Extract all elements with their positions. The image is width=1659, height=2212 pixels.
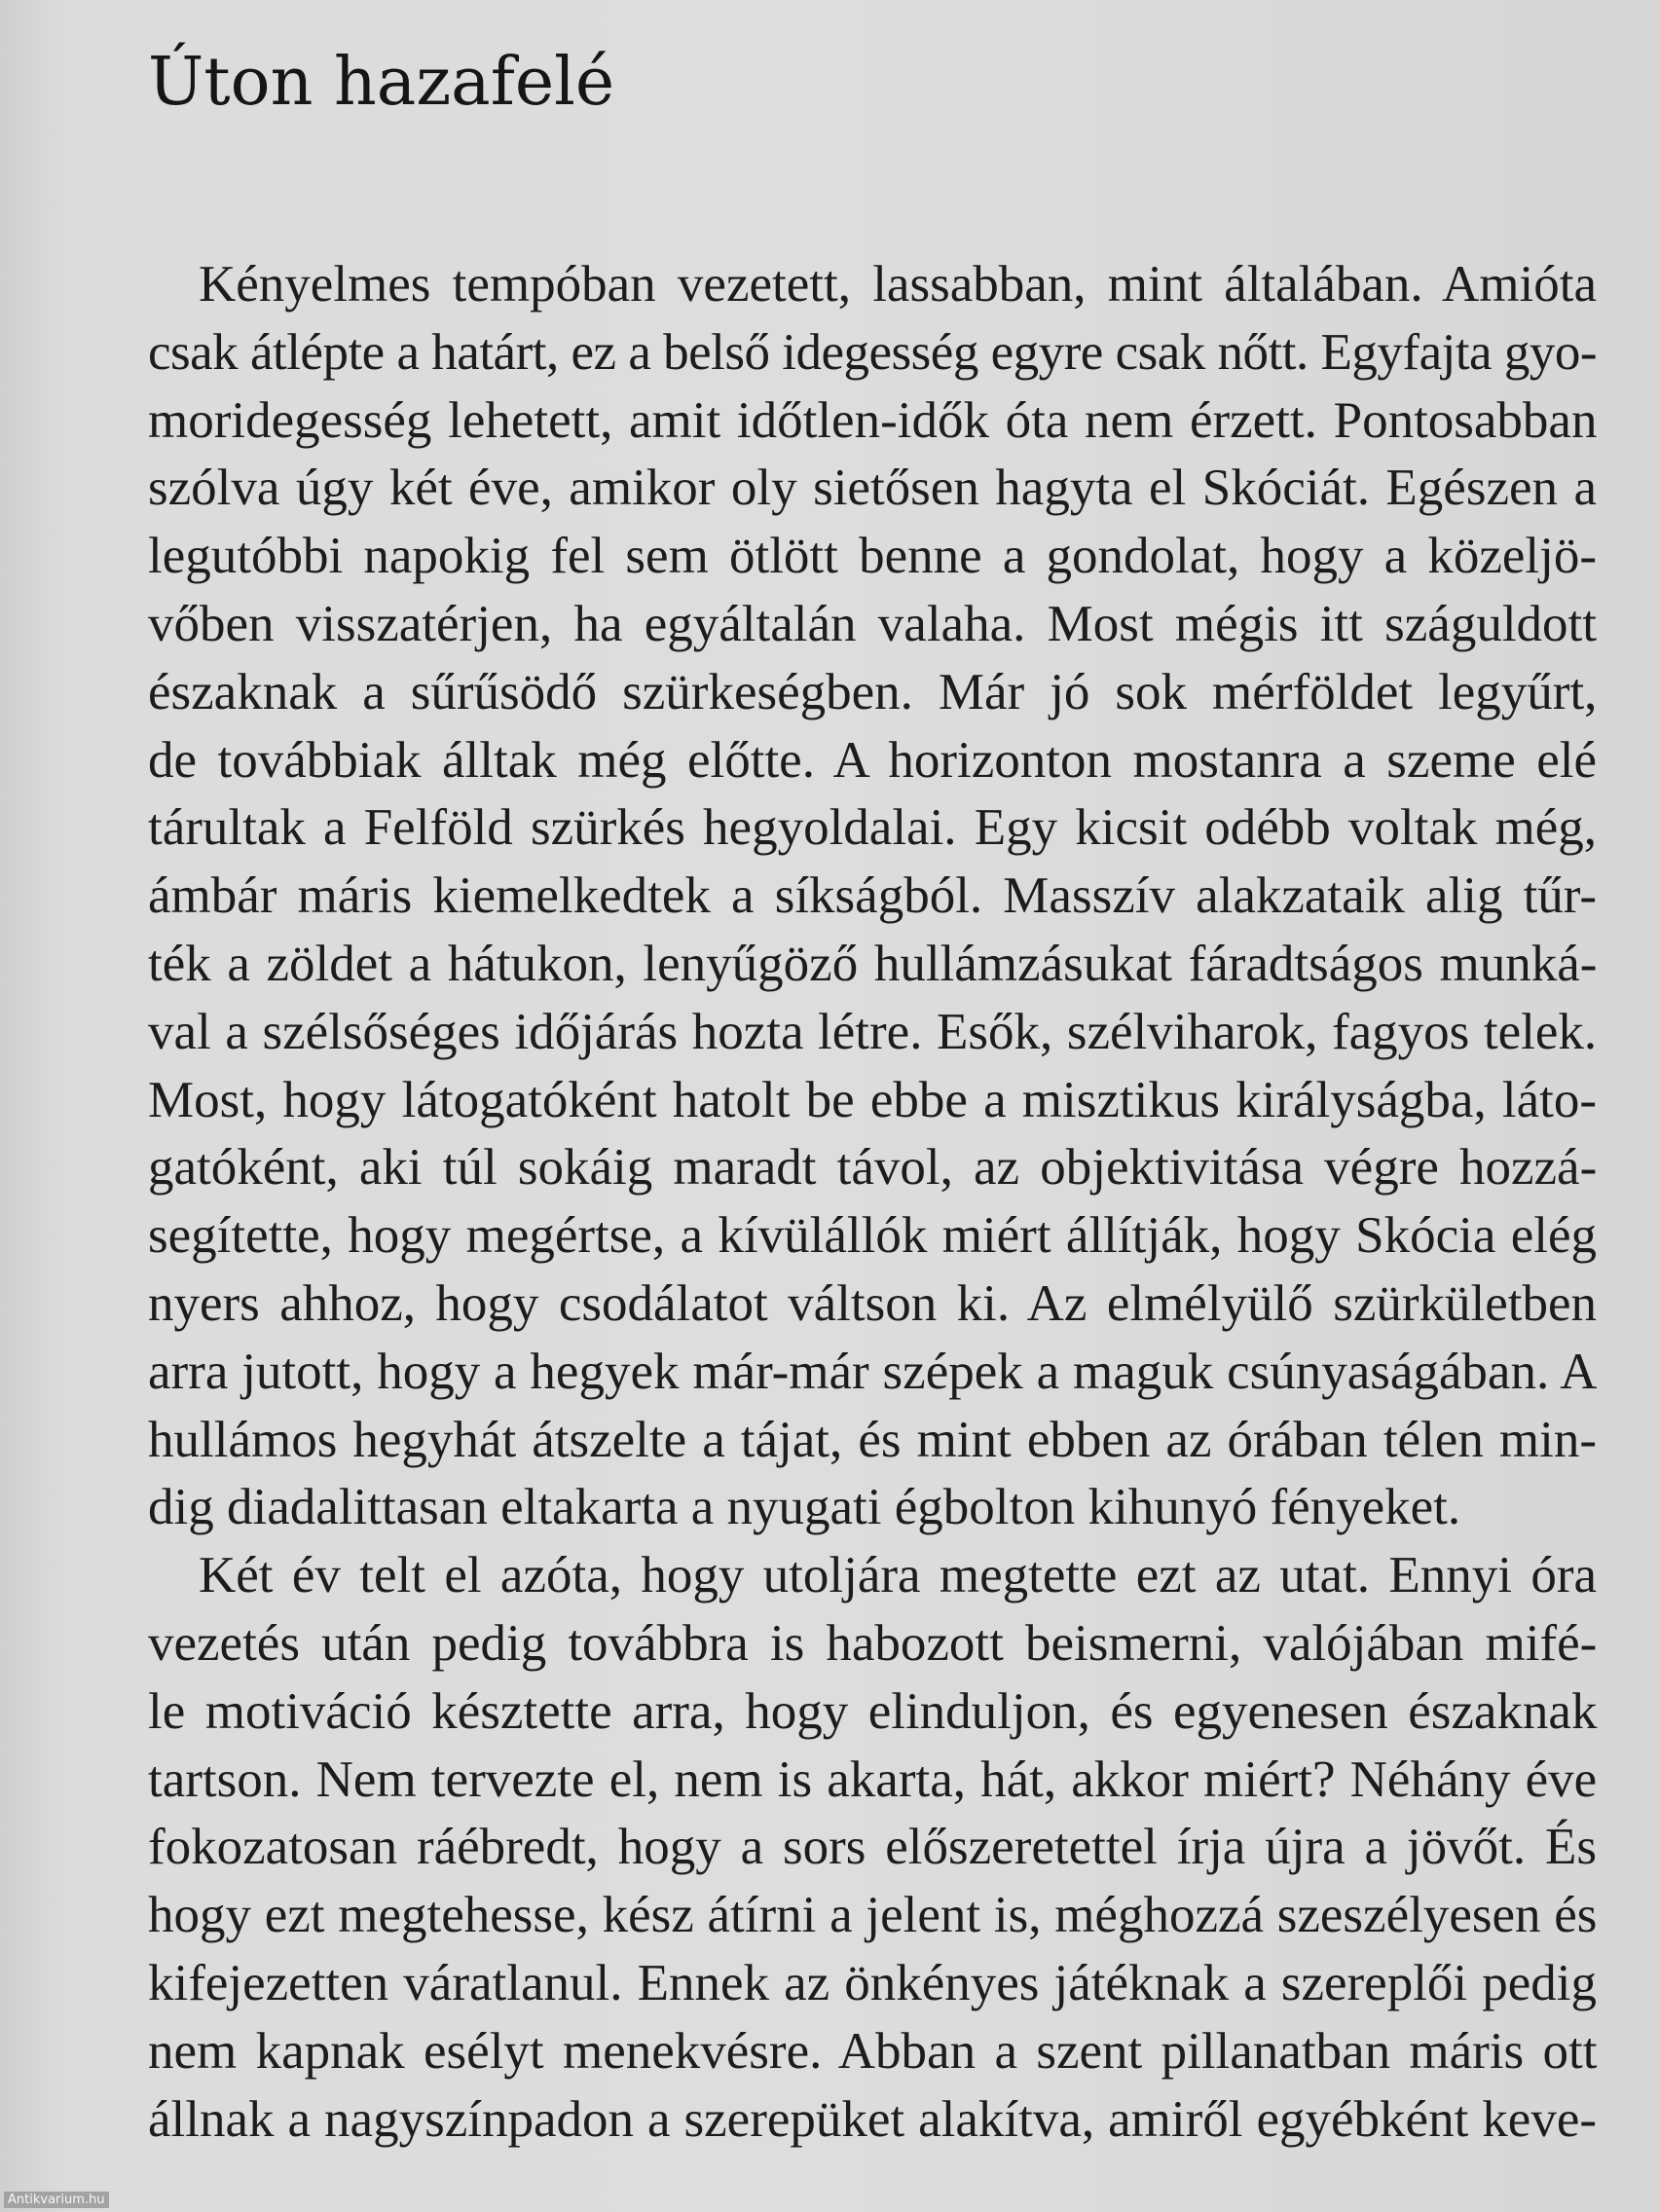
text-line: kifejezetten váratlanul. Ennek az önkényes játéknak a szereplői pedig <box>148 1954 1598 2011</box>
text-line: val a szélsőséges időjárás hozta létre. Esők, szélviharok, fagyos telek. <box>148 1003 1598 1060</box>
text-line: legutóbbi napokig fel sem ötlött benne a gondolat, hogy a közeljö- <box>148 528 1597 585</box>
text-line: szólva úgy két éve, amikor oly sietősen hagyta el Skóciát. Egészen a <box>148 460 1597 517</box>
body-text <box>97 251 1597 2154</box>
text-line: dig diadalittasan eltakarta a nyugati égbolton kihunyó fényeket. <box>148 1479 1461 1536</box>
text-line: nyers ahhoz, hogy csodálatot váltson ki. Az elmélyülő szürkületben <box>148 1274 1597 1332</box>
text-line: fokozatosan ráébredt, hogy a sors előszeretettel írja újra a jövőt. És <box>148 1819 1597 1876</box>
text-line: csak átlépte a határt, ez a belső idegesség egyre csak nőtt. Egyfajta gyo- <box>148 323 1597 381</box>
text-line: vezetés után pedig továbbra is habozott beismerni, valójában mifé- <box>148 1614 1598 1672</box>
text-line: Kényelmes tempóban vezetett, lassabban, mint általában. Amióta <box>199 256 1597 313</box>
chapter-title: Úton hazafelé <box>148 44 615 121</box>
paragraph-1 <box>97 251 1597 1542</box>
text-line: hullámos hegyhát átszelte a tájat, és mint ebben az órában télen min- <box>148 1411 1597 1468</box>
text-line: hogy ezt megtehesse, kész átírni a jelent is, méghozzá szeszélyesen és <box>148 1887 1598 1944</box>
paragraph-2 <box>97 1542 1597 2154</box>
text-line: Most, hogy látogatóként hatolt be ebbe a misztikus királyságba, láto- <box>148 1071 1597 1128</box>
text-line: ték a zöldet a hátukon, lenyűgöző hullámzásukat fáradtságos munká- <box>148 935 1598 992</box>
text-line: arra jutott, hogy a hegyek már-már szépek a maguk csúnyaságában. A <box>148 1343 1598 1400</box>
text-line: de továbbiak álltak még előtte. A horizonton mostanra a szeme elé <box>148 731 1597 789</box>
text-line: tárultak a Felföld szürkés hegyoldalai. Egy kicsit odébb voltak még, <box>148 799 1597 857</box>
text-line: északnak a sűrűsödő szürkeségben. Már jó sok mérföldet legyűrt, <box>148 663 1598 720</box>
text-line: segítette, hogy megértse, a kívülállók miért állítják, hogy Skócia elég <box>148 1207 1597 1265</box>
text-line: moridegesség lehetett, amit időtlen-idők óta nem érzett. Pontosabban <box>148 391 1598 449</box>
watermark: Antikvarium.hu <box>4 2192 109 2208</box>
text-line: ámbár máris kiemelkedtek a síkságból. Masszív alakzataik alig tűr- <box>148 867 1598 925</box>
text-line: vőben visszatérjen, ha egyáltalán valaha. Most mégis itt száguldott <box>148 595 1597 652</box>
text-line: nem kapnak esélyt menekvésre. Abban a szent pillanatban máris ott <box>148 2022 1598 2080</box>
text-line: Két év telt el azóta, hogy utoljára megtette ezt az utat. Ennyi óra <box>199 1547 1597 1604</box>
text-line: le motiváció késztette arra, hogy elinduljon, és egyenesen északnak <box>148 1682 1598 1740</box>
text-line: állnak a nagyszínpadon a szerepüket alakítva, amiről egyébként keve- <box>148 2090 1597 2148</box>
text-line: tartson. Nem tervezte el, nem is akarta, hát, akkor miért? Néhány éve <box>148 1751 1598 1808</box>
text-line: gatóként, aki túl sokáig maradt távol, az objektivitása végre hozzá- <box>148 1139 1598 1197</box>
